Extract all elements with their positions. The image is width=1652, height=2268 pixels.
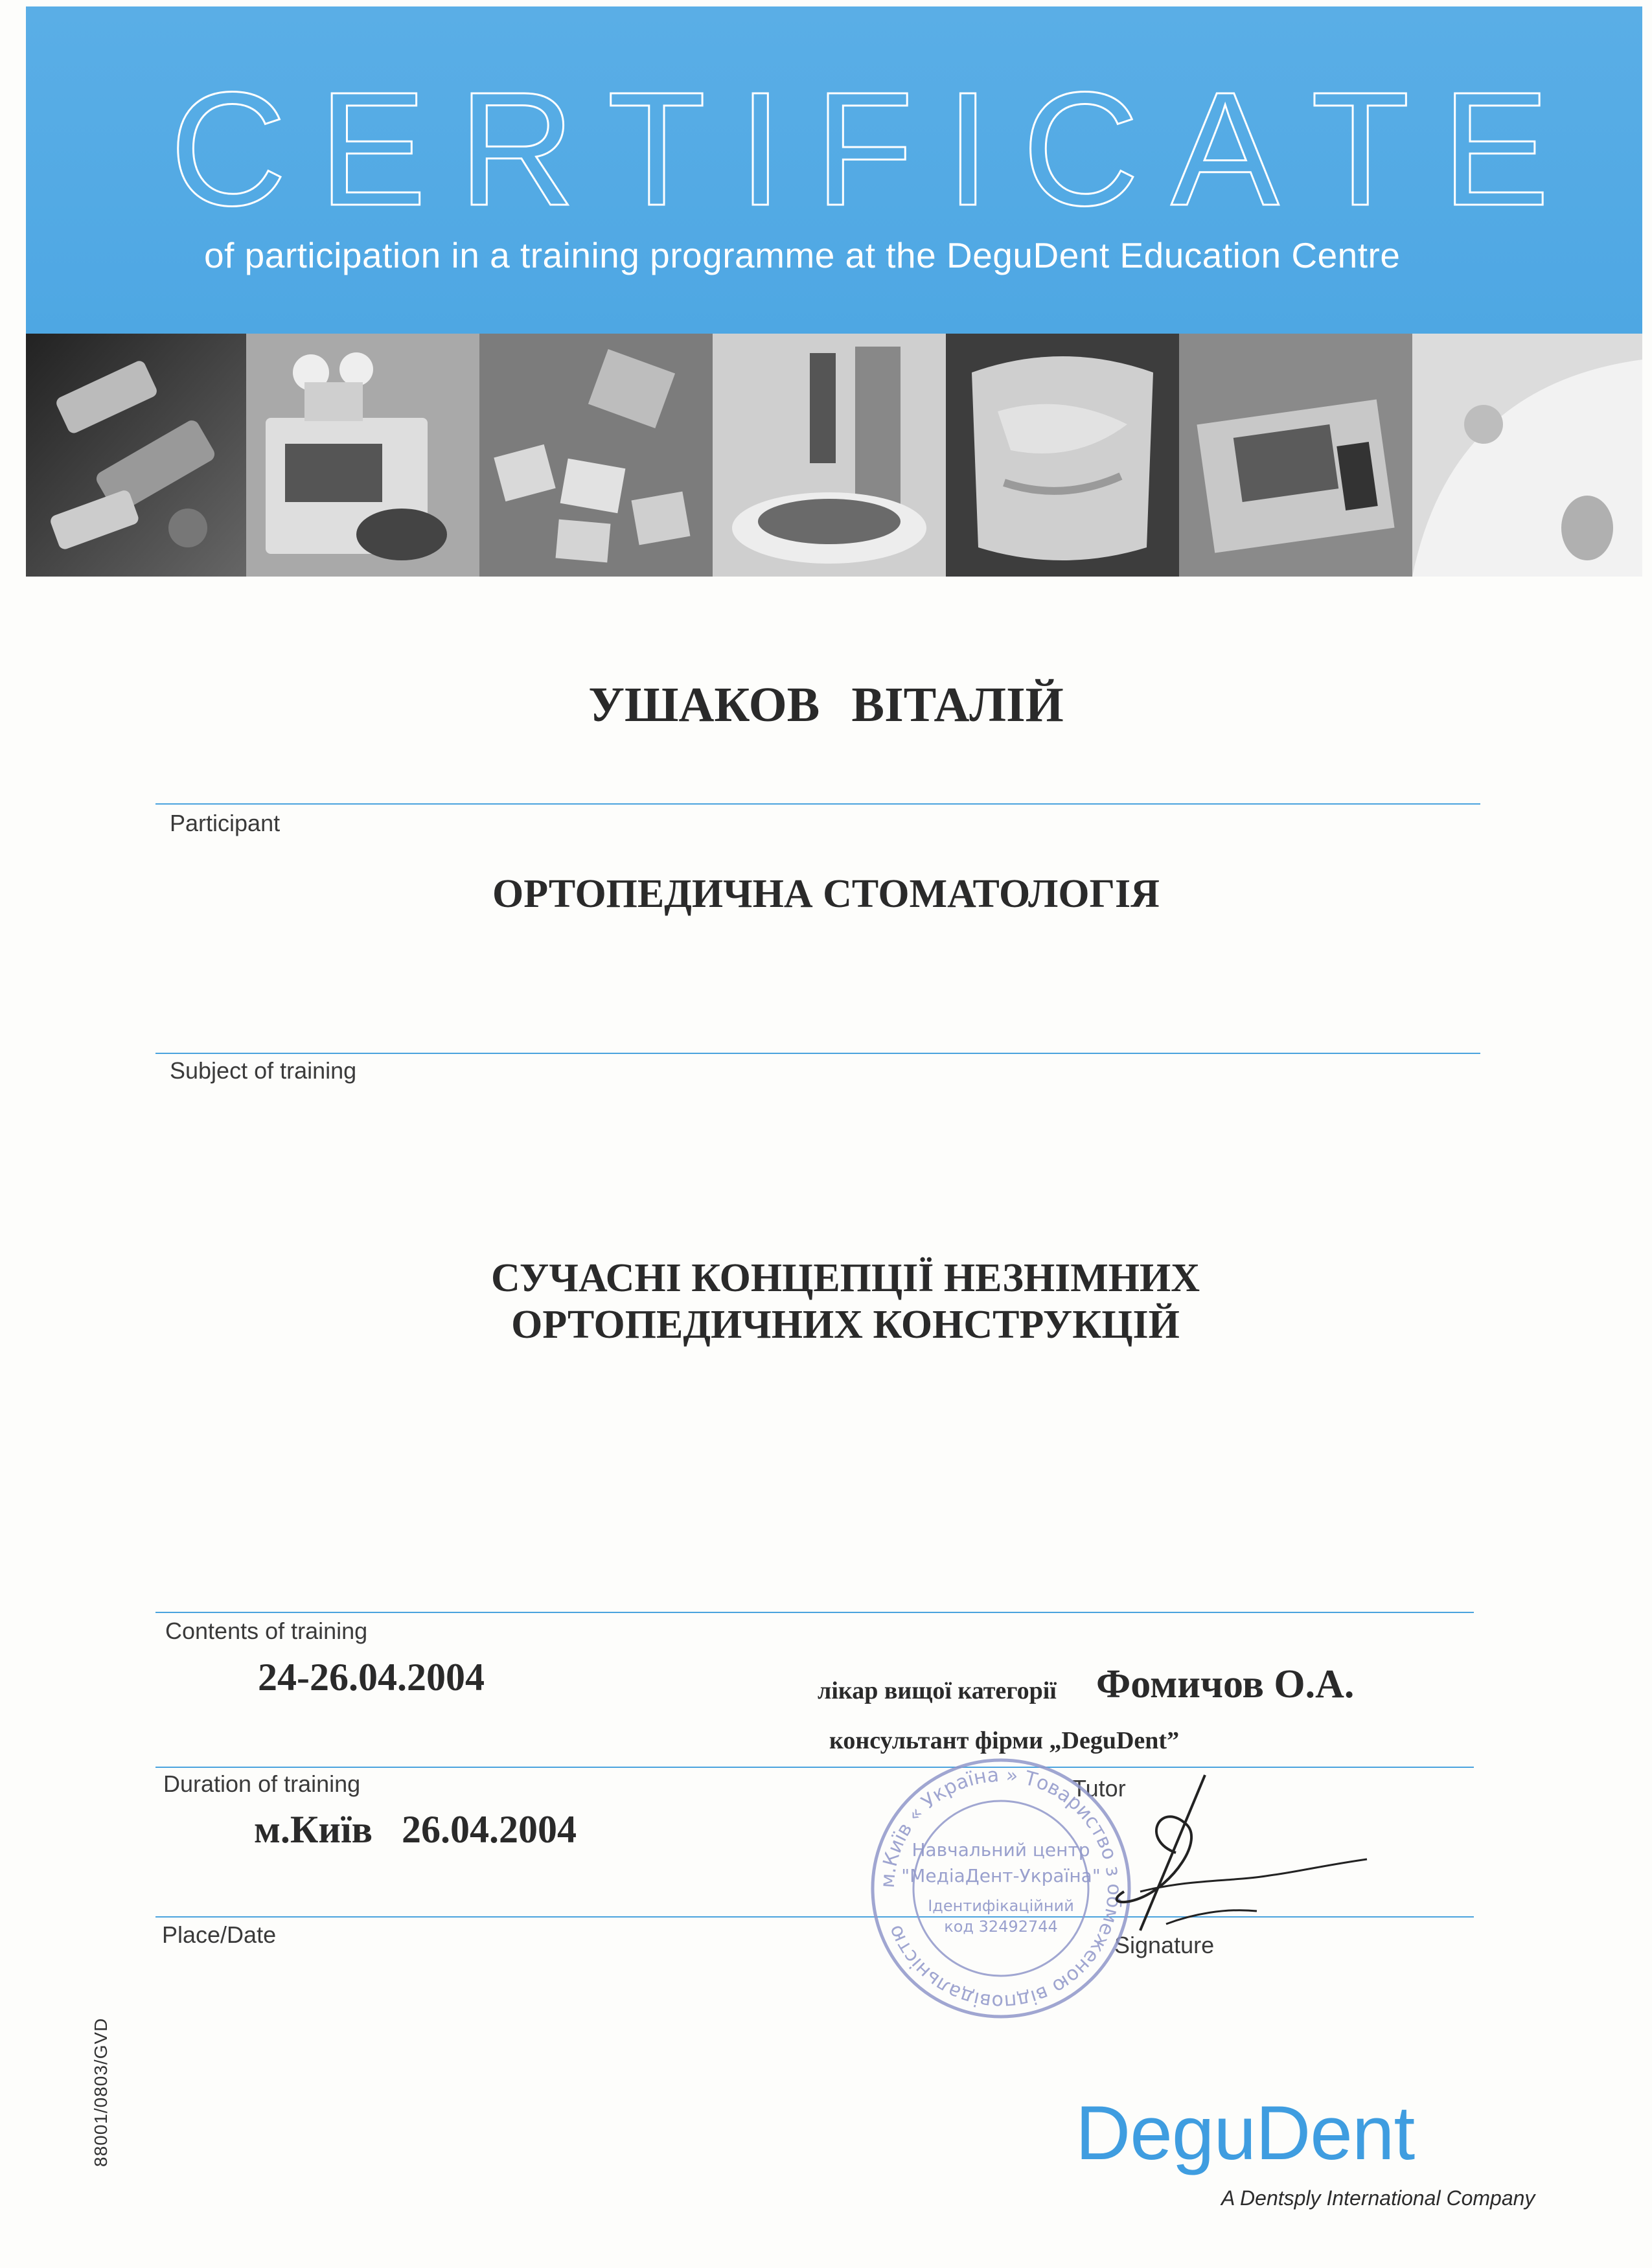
photo-microscope bbox=[246, 334, 479, 577]
participant-label: Participant bbox=[170, 810, 281, 836]
subject-label: Subject of training bbox=[170, 1057, 357, 1084]
logo-tagline: A Dentsply International Company bbox=[1221, 2186, 1535, 2210]
photo-crown-closeup bbox=[946, 334, 1179, 577]
contents-rule bbox=[155, 1612, 1474, 1613]
signature-icon bbox=[1062, 1762, 1373, 1956]
place-date-value: м.Київ 26.04.2004 bbox=[254, 1808, 577, 1851]
tutor-label: Tutor bbox=[1072, 1775, 1126, 1802]
title-letter: C bbox=[1022, 58, 1140, 239]
duration-value: 24-26.04.2004 bbox=[258, 1656, 485, 1699]
title-letter: E bbox=[1441, 58, 1550, 239]
participant-name: УШАКОВ ВІТАЛІЙ bbox=[588, 678, 1064, 732]
tutor-name: Фомичов О.А. bbox=[1096, 1662, 1355, 1706]
stamp-line-4: код 32492744 bbox=[944, 1918, 1058, 1936]
photo-porcelain bbox=[1412, 334, 1642, 577]
tutor-title-prefix: лікар вищої категорії bbox=[818, 1677, 1057, 1704]
stamp-line-1: Навчальний центр bbox=[912, 1839, 1090, 1861]
photo-tiles bbox=[479, 334, 713, 577]
stamp-line-2: "МедіаДент-Україна" bbox=[901, 1865, 1101, 1886]
photo-instruments bbox=[26, 334, 246, 577]
subject-value: ОРТОПЕДИЧНА СТОМАТОЛОГІЯ bbox=[492, 872, 1160, 916]
tutor-position: консультант фірми „DeguDent” bbox=[829, 1727, 1180, 1754]
title-letter: E bbox=[318, 58, 427, 239]
title-letter: C bbox=[170, 58, 287, 239]
photo-lab-device bbox=[1179, 334, 1412, 577]
header-band bbox=[26, 6, 1642, 334]
certificate-title bbox=[170, 58, 1550, 239]
signature-label: Signature bbox=[1114, 1932, 1215, 1958]
title-letter: A bbox=[1171, 58, 1279, 239]
photo-strip bbox=[26, 334, 1642, 577]
stamp-line-3: Ідентифікаційний bbox=[928, 1897, 1074, 1915]
duration-label: Duration of training bbox=[163, 1770, 361, 1797]
print-code: 88001/0803/GVD bbox=[91, 2017, 111, 2167]
title-letter: T bbox=[607, 58, 706, 239]
degudent-logo: DeguDent bbox=[1075, 2090, 1415, 2176]
title-letter: T bbox=[1311, 58, 1410, 239]
title-letter: R bbox=[458, 58, 576, 239]
title-letter: I bbox=[737, 58, 783, 239]
contents-label: Contents of training bbox=[165, 1618, 368, 1644]
participant-rule bbox=[155, 803, 1480, 805]
place-date-label: Place/Date bbox=[162, 1921, 277, 1948]
title-letter: I bbox=[945, 58, 991, 239]
contents-line-2: ОРТОПЕДИЧНИХ КОНСТРУКЦІЙ bbox=[511, 1303, 1180, 1347]
contents-line-1: СУЧАСНІ КОНЦЕПЦІЇ НЕЗНІМНИХ bbox=[490, 1256, 1200, 1300]
title-letter: F bbox=[814, 58, 914, 239]
subject-rule bbox=[155, 1053, 1480, 1054]
certificate-subtitle: of participation in a training programme at the DeguDent Education Centre bbox=[204, 235, 1401, 275]
photo-machine bbox=[713, 334, 946, 577]
stamp-outer-text: м.Київ « Україна » Товариство з обмеженою відповідальністю bbox=[876, 1763, 1126, 2013]
